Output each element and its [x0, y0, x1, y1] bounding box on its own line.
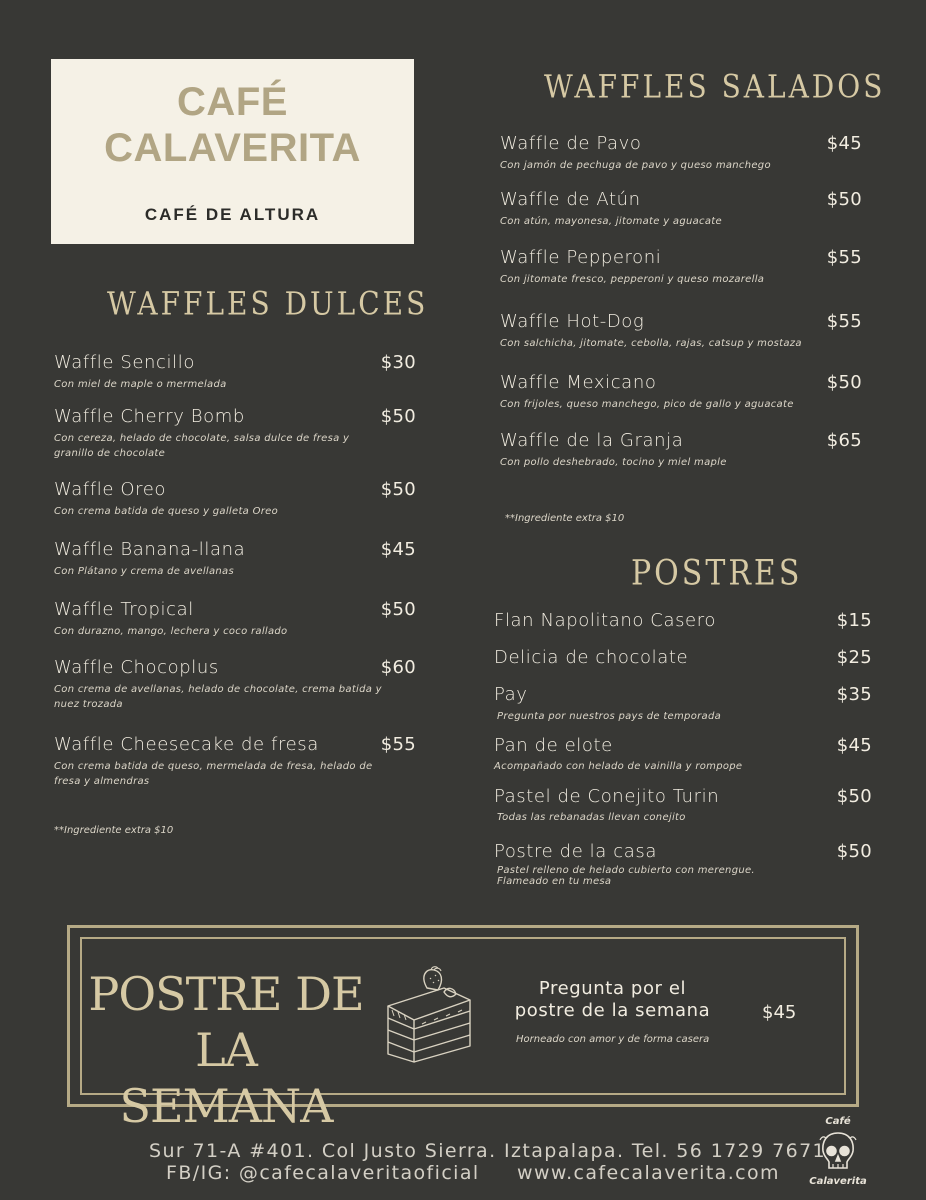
item-description: Con pollo deshebrado, tocino y miel maple: [500, 457, 727, 468]
section-title-sweet: WAFFLES DULCES: [107, 284, 429, 323]
cake-slice-icon: [382, 966, 474, 1064]
item-price: $50: [380, 479, 416, 500]
item-name: Waffle de Atún: [500, 189, 641, 210]
item-name: Waffle Oreo: [54, 479, 167, 500]
section-title-savory: WAFFLES SALADOS: [544, 67, 886, 106]
item-name: Waffle Tropical: [54, 599, 194, 620]
item-name: Flan Napolitano Casero: [494, 610, 716, 631]
weekly-dessert-description: Horneado con amor y de forma casera: [516, 1034, 710, 1045]
item-description: Con frijoles, queso manchego, pico de gallo y aguacate: [500, 399, 794, 410]
weekly-title-line2: SEMANA: [119, 1079, 333, 1133]
item-price: $65: [826, 430, 862, 451]
item-price: $15: [836, 610, 872, 631]
logo-bottom-text: Calaverita: [809, 1176, 867, 1187]
weekly-dessert-title: [86, 966, 366, 1134]
item-price: $55: [380, 734, 416, 755]
weekly-dessert-price: $45: [762, 1002, 797, 1023]
footer-social: FB/IG: @cafecalaveritaoficial: [166, 1162, 480, 1184]
item-description: Con jamón de pechuga de pavo y queso manchego: [500, 160, 771, 171]
item-name: Pan de elote: [494, 735, 613, 756]
brand-tagline: CAFÉ DE ALTURA: [144, 205, 321, 224]
item-price: $25: [836, 647, 872, 668]
item-name: Waffle de Pavo: [500, 133, 642, 154]
brand-name-line1: CAFÉ: [177, 80, 288, 124]
item-description: Pastel relleno de helado cubierto con merengue. Flameado en tu mesa: [497, 865, 755, 887]
item-description: Acompañado con helado de vainilla y rompope: [494, 761, 743, 772]
brand-card: [51, 59, 414, 244]
item-description: Con atún, mayonesa, jitomate y aguacate: [500, 216, 722, 227]
item-description: Pregunta por nuestros pays de temporada: [497, 711, 722, 722]
item-price: $45: [380, 539, 416, 560]
item-description: Con cereza, helado de chocolate, salsa dulce de fresa y granillo de chocolate: [54, 433, 350, 459]
item-name: Waffle Cherry Bomb: [54, 406, 245, 427]
weekly-text-line1: Pregunta por el: [538, 978, 687, 999]
item-price: $35: [836, 684, 872, 705]
logo-top-text: Café: [825, 1116, 851, 1127]
item-price: $45: [836, 735, 872, 756]
item-name: Delicia de chocolate: [494, 647, 689, 668]
item-description: Con crema batida de queso y galleta Oreo: [54, 506, 279, 517]
item-description: Con salchicha, jitomate, cebolla, rajas, catsup y mostaza: [500, 338, 802, 349]
item-price: $50: [380, 406, 416, 427]
footer-website: www.cafecalaverita.com: [517, 1162, 780, 1184]
weekly-text-line2: postre de la semana: [514, 1000, 711, 1021]
item-price: $50: [836, 841, 872, 862]
item-price: $45: [826, 133, 862, 154]
item-description: Con crema batida de queso, mermelada de fresa, helado de fresa y almendras: [54, 761, 373, 787]
brand-name: [51, 79, 414, 171]
item-description: Todas las rebanadas llevan conejito: [497, 812, 686, 823]
item-description: Con crema de avellanas, helado de chocolate, crema batida y nuez trozada: [54, 684, 382, 710]
skull-icon: [818, 1130, 858, 1174]
item-name: Pay: [494, 684, 528, 705]
brand-name-line2: CALAVERITA: [104, 126, 361, 170]
item-name: Waffle Pepperoni: [500, 247, 662, 268]
item-name: Waffle Banana-llana: [54, 539, 246, 560]
item-description: Con durazno, mango, lechera y coco rallado: [54, 626, 288, 637]
item-name: Waffle Chocoplus: [54, 657, 219, 678]
item-name: Waffle Hot-Dog: [500, 311, 645, 332]
item-description: Con miel de maple o mermelada: [54, 379, 227, 390]
item-name: Waffle Sencillo: [54, 352, 195, 373]
item-price: $50: [836, 786, 872, 807]
item-price: $50: [380, 599, 416, 620]
item-price: $50: [826, 189, 862, 210]
extra-ingredient-note: **Ingrediente extra $10: [505, 513, 625, 524]
item-price: $55: [826, 311, 862, 332]
item-name: Pastel de Conejito Turin: [494, 786, 720, 807]
section-title-desserts: POSTRES: [631, 553, 803, 594]
item-name: Waffle Cheesecake de fresa: [54, 734, 319, 755]
item-name: Postre de la casa: [494, 841, 657, 862]
item-price: $55: [826, 247, 862, 268]
extra-ingredient-note: **Ingrediente extra $10: [54, 825, 174, 836]
footer-address: Sur 71-A #401. Col Justo Sierra. Iztapalapa. Tel. 56 1729 7671: [149, 1140, 827, 1162]
item-description: Con jitomate fresco, pepperoni y queso mozarella: [500, 274, 765, 285]
weekly-title-line1: POSTRE DE LA: [88, 967, 364, 1077]
item-description: Con Plátano y crema de avellanas: [54, 566, 234, 577]
weekly-dessert-text: [505, 978, 720, 1022]
item-price: $50: [826, 372, 862, 393]
item-name: Waffle Mexicano: [500, 372, 657, 393]
item-price: $30: [380, 352, 416, 373]
item-name: Waffle de la Granja: [500, 430, 684, 451]
item-price: $60: [380, 657, 416, 678]
cafe-logo: [800, 1116, 876, 1192]
